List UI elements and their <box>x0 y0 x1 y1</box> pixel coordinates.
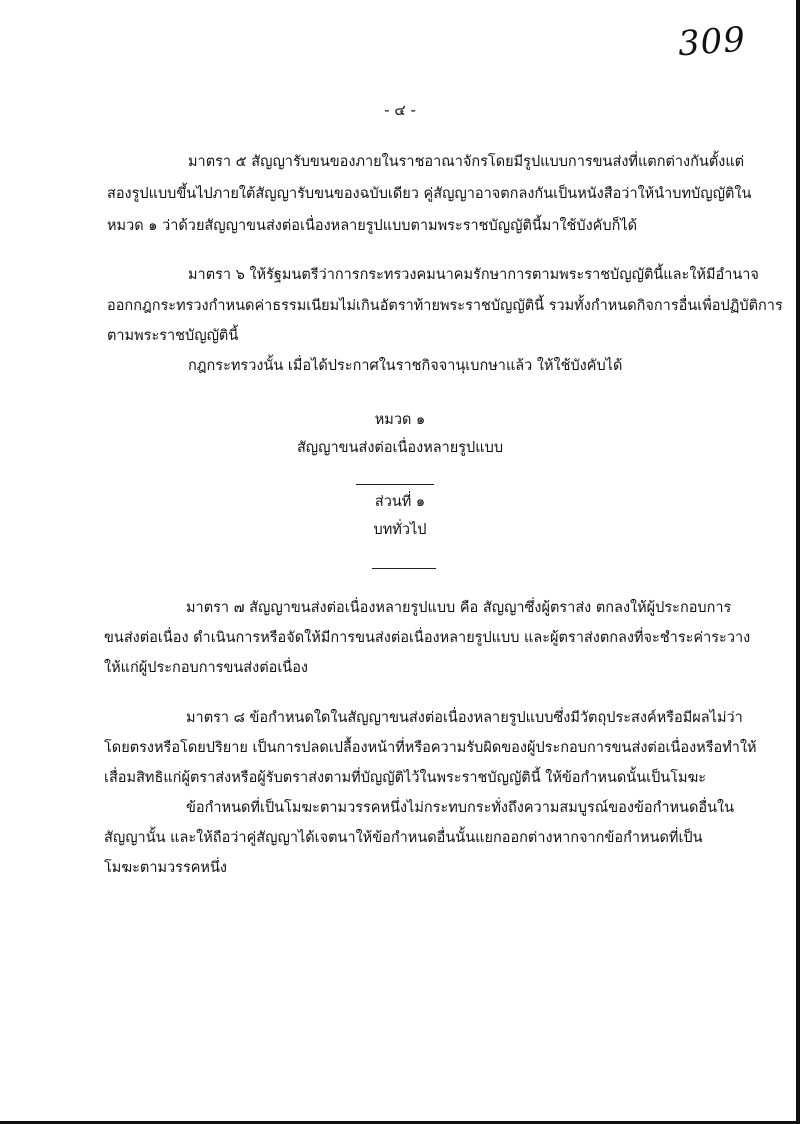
section-5-line-2: สองรูปแบบขึ้นไปภายใต้สัญญารับขนของฉบับเดียว คู่สัญญาอาจตกลงกันเป็นหนังสือว่าให้นำบทบัญญัติใน <box>107 186 752 202</box>
page-edge-right <box>796 0 800 1124</box>
section-6-line-1: มาตรา ๖ ให้รัฐมนตรีว่าการกระทรวงคมนาคมรักษาการตามพระราชบัญญัตินี้และให้มีอำนาจ <box>188 267 759 283</box>
section-8-line-6: โมฆะตามวรรคหนึ่ง <box>104 860 227 876</box>
heading-divider-2 <box>372 568 436 569</box>
page-number: - ๔ - <box>384 101 416 119</box>
section-6-line-3: ตามพระราชบัญญัตินี้ <box>107 328 239 344</box>
section-6-line-2: ออกกฎกระทรวงกำหนดค่าธรรมเนียมไม่เกินอัตราท้ายพระราชบัญญัตินี้ รวมทั้งกำหนดกิจการอื่นเพื่อปฏิบัติการ <box>107 298 783 314</box>
part-title: บททั่วไป <box>373 522 427 538</box>
handwritten-page-number: 309 <box>676 19 748 65</box>
section-6-line-4: กฎกระทรวงนั้น เมื่อได้ประกาศในราชกิจจานุเบกษาแล้ว ให้ใช้บังคับได้ <box>188 358 623 374</box>
section-8-line-4: ข้อกำหนดที่เป็นโมฆะตามวรรคหนึ่งไม่กระทบกระทั่งถึงความสมบูรณ์ของข้อกำหนดอื่นใน <box>186 800 734 816</box>
section-8-line-5: สัญญานั้น และให้ถือว่าคู่สัญญาได้เจตนาให้ข้อกำหนดอื่นนั้นแยกออกต่างหากจากข้อกำหนดที่เป็น <box>104 830 703 846</box>
section-7-line-1: มาตรา ๗ สัญญาขนส่งต่อเนื่องหลายรูปแบบ คือ สัญญาซึ่งผู้ตราส่ง ตกลงให้ผู้ประกอบการ <box>186 600 732 616</box>
section-7-line-2: ขนส่งต่อเนื่อง ดำเนินการหรือจัดให้มีการขนส่งต่อเนื่องหลายรูปแบบ และผู้ตราส่งตกลงที่จะชำระค่าระวาง <box>104 630 751 646</box>
section-8-line-3: เสื่อมสิทธิแก่ผู้ตราส่งหรือผู้รับตราส่งตามที่บัญญัติไว้ในพระราชบัญญัตินี้ ให้ข้อกำหนดนั้นเป็นโมฆะ <box>104 770 707 786</box>
section-5-line-1: มาตรา ๕ สัญญารับขนของภายในราชอาณาจักรโดยมีรูปแบบการขนส่งที่แตกต่างกันตั้งแต่ <box>188 154 745 170</box>
section-5-line-3: หมวด ๑ ว่าด้วยสัญญาขนส่งต่อเนื่องหลายรูปแบบตามพระราชบัญญัตินี้มาใช้บังคับก็ได้ <box>107 218 638 234</box>
section-8-line-2: โดยตรงหรือโดยปริยาย เป็นการปลดเปลื้องหน้าที่หรือความรับผิดของผู้ประกอบการขนส่งต่อเนื่องหรือทำให้ <box>104 740 757 756</box>
chapter-title: สัญญาขนส่งต่อเนื่องหลายรูปแบบ <box>296 440 504 456</box>
heading-divider-1 <box>356 484 434 485</box>
chapter-number: หมวด ๑ <box>374 412 426 428</box>
section-7-line-3: ให้แก่ผู้ประกอบการขนส่งต่อเนื่อง <box>104 660 308 676</box>
part-number: ส่วนที่ ๑ <box>374 494 426 510</box>
section-8-line-1: มาตรา ๘ ข้อกำหนดใดในสัญญาขนส่งต่อเนื่องหลายรูปแบบซึ่งมีวัตถุประสงค์หรือมีผลไม่ว่า <box>186 710 743 726</box>
